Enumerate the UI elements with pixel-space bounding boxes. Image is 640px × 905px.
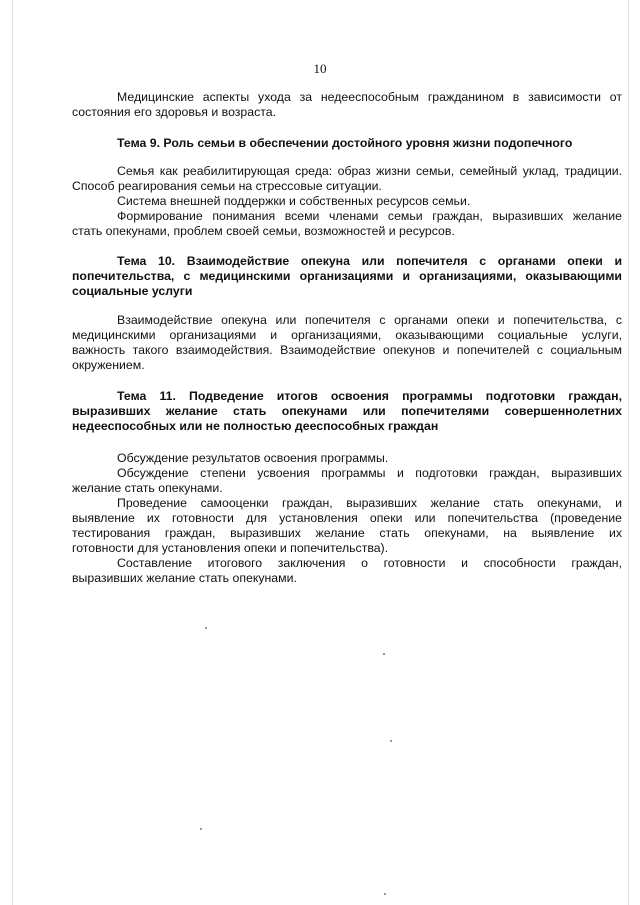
page-number: 10 — [313, 61, 327, 76]
text-line: попечительства, с медицинскими организациями и организациями, оказывающими — [72, 269, 622, 283]
text-line: Тема 9. Роль семьи в обеспечении достойного уровня жизни подопечного — [117, 136, 573, 150]
scan-speck — [384, 893, 386, 895]
text-line: Медицинские аспекты ухода за недееспособным гражданином в зависимости от — [117, 90, 622, 104]
paragraph — [72, 451, 622, 586]
text-line: Тема 11. Подведение итогов освоения программы подготовки граждан, — [117, 389, 622, 403]
text-line: тестирования граждан, выразивших желание стать опекунами, на выявление их — [72, 526, 622, 540]
scan-speck — [390, 740, 392, 742]
section-heading — [72, 389, 622, 434]
text-line: окружением. — [72, 358, 145, 372]
text-line: Составление итогового заключения о готовности и способности граждан, — [117, 556, 622, 570]
text-line: медицинскими организациями и организациями, оказывающими социальные услуги, — [72, 328, 622, 342]
text-line: Обсуждение степени усвоения программы и подготовки граждан, выразивших — [117, 466, 622, 480]
text-line: стать опекунами, проблем своей семьи, возможностей и ресурсов. — [72, 224, 455, 238]
text-line: Способ реагирования семьи на стрессовые ситуации. — [72, 179, 382, 193]
scan-speck — [200, 828, 202, 830]
scan-speck — [205, 627, 207, 629]
text-line: важность такого взаимодействия. Взаимодействие опекунов и попечителей с социальным — [72, 343, 622, 357]
text-line: недееспособных или не полностью дееспособных граждан — [72, 419, 439, 433]
paragraph — [72, 164, 622, 239]
text-line: состояния его здоровья и возраста. — [72, 105, 276, 119]
text-line: Проведение самооценки граждан, выразивших желание стать опекунами, и — [117, 496, 622, 510]
text-line: готовности для установления опеки и попечительства). — [72, 541, 389, 555]
section-heading — [72, 254, 622, 299]
scan-edge-left — [12, 0, 13, 905]
text-line: выразивших желание стать опекунами. — [72, 571, 297, 585]
text-line: социальные услуги — [72, 284, 193, 298]
text-line: Взаимодействие опекуна или попечителя с органами опеки и попечительства, с — [117, 313, 622, 327]
text-line: Обсуждение результатов освоения программы. — [117, 451, 389, 465]
text-line: Тема 10. Взаимодействие опекуна или попечителя с органами опеки и — [117, 254, 622, 268]
text-line: Семья как реабилитирующая среда: образ жизни семьи, семейный уклад, традиции. — [117, 164, 622, 178]
text-line: Формирование понимания всеми членами семьи граждан, выразивших желание — [117, 209, 622, 223]
paragraph — [72, 313, 622, 373]
scan-speck — [383, 653, 385, 655]
text-line: выявление их готовности для установления опеки или попечительства (проведение — [72, 511, 622, 525]
text-line: Система внешней поддержки и собственных ресурсов семьи. — [117, 194, 471, 208]
scan-edge-right — [628, 0, 629, 905]
text-line: желание стать опекунами. — [72, 481, 223, 495]
paragraph — [72, 90, 622, 120]
section-heading — [72, 136, 622, 151]
text-line: выразивших желание стать опекунами или попечителями совершеннолетних — [72, 404, 622, 418]
